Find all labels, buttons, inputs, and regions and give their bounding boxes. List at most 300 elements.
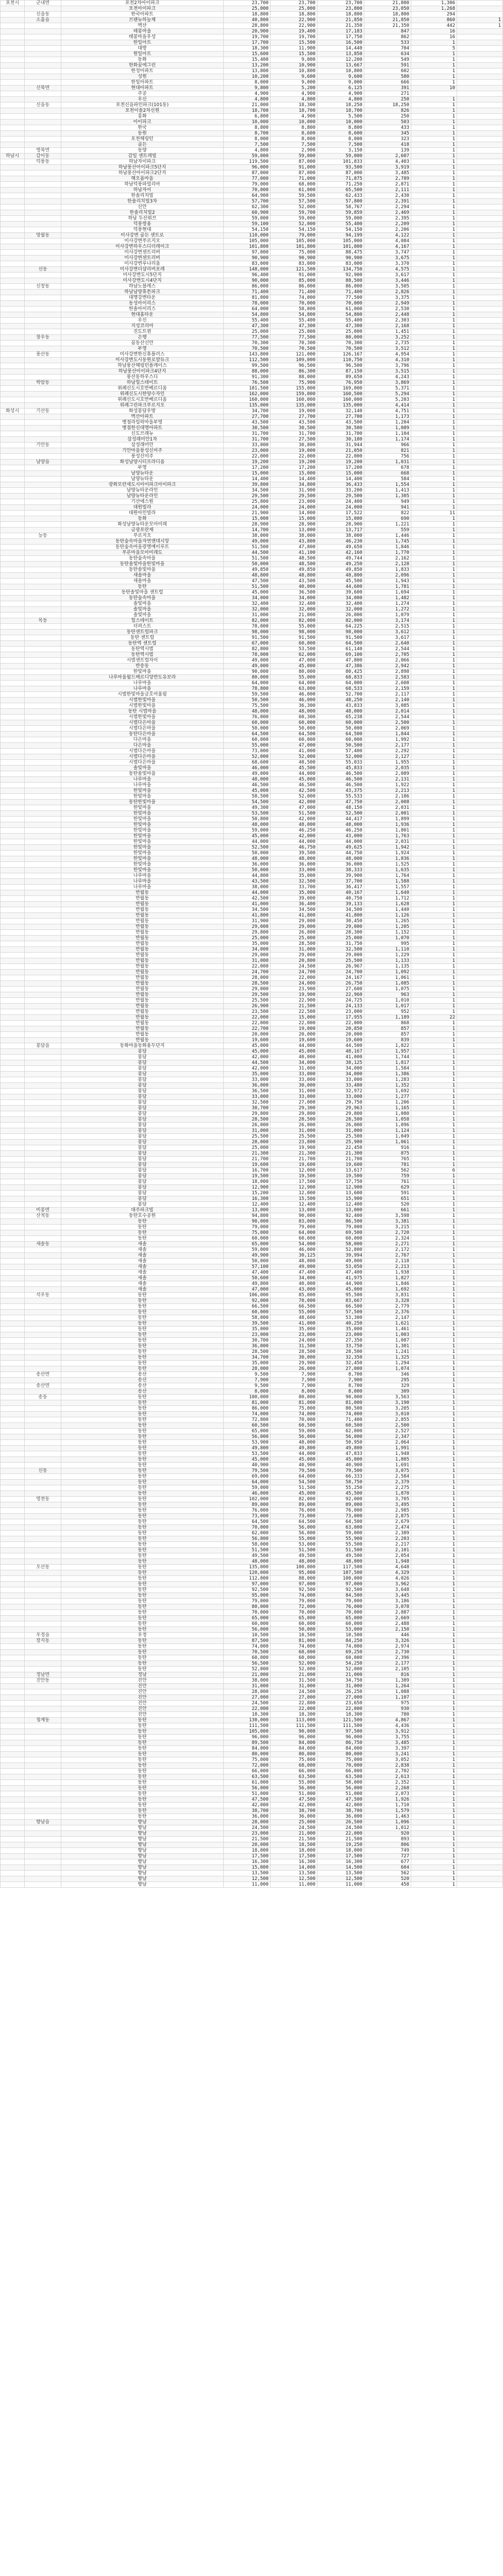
city-cell [1, 1140, 25, 1145]
max-price-cell: 12,400 [271, 1202, 317, 1208]
price-per-area-cell: 2,702 [364, 1769, 411, 1774]
apartment-name-cell: 동탄 [61, 1219, 224, 1225]
apartment-name-cell: 한빛마을 [61, 845, 224, 851]
price-per-area-cell: 1,107 [364, 1695, 411, 1701]
price-per-area-cell: 1,110 [364, 947, 411, 953]
min-price-cell: 49,800 [224, 1446, 271, 1451]
trade-count-cell: 1 [411, 579, 457, 584]
note-cell [457, 1621, 503, 1627]
district-cell [25, 1168, 61, 1174]
price-per-area-cell: 1,764 [364, 873, 411, 879]
trade-count-cell: 1 [411, 958, 457, 964]
price-per-area-cell: 690 [364, 516, 411, 522]
trade-count-cell: 1 [411, 1553, 457, 1559]
avg-price-cell: 5,500 [317, 114, 364, 120]
trade-count-cell: 1 [411, 1735, 457, 1740]
price-per-area-cell: 2,376 [364, 1310, 411, 1315]
apartment-name-cell: 동탄 [61, 1757, 224, 1763]
trade-count-cell: 1 [411, 154, 457, 159]
trade-count-cell: 1 [411, 1304, 457, 1310]
district-cell [25, 1531, 61, 1536]
table-row [1, 675, 503, 681]
apartment-name-cell: 우신 [61, 318, 224, 324]
district-cell [25, 1667, 61, 1672]
apartment-name-cell: 미사강변도시4단지 [61, 278, 224, 284]
max-price-cell: 4,900 [271, 114, 317, 120]
max-price-cell: 8,800 [271, 125, 317, 131]
avg-price-cell: 97,000 [317, 1582, 364, 1587]
table-row [1, 1315, 503, 1321]
trade-count-cell: 5 [411, 46, 457, 52]
apartment-name-cell: 포천이솔2차신원 [61, 108, 224, 114]
note-cell [457, 1763, 503, 1769]
avg-price-cell: 60,000 [317, 737, 364, 743]
district-cell [25, 749, 61, 754]
table-row [1, 1644, 503, 1650]
avg-price-cell: 49,625 [317, 845, 364, 851]
note-cell [457, 992, 503, 998]
district-cell [25, 193, 61, 199]
city-cell [1, 324, 25, 329]
apartment-name-cell: 봉담 [61, 1128, 224, 1134]
avg-price-cell: 6,125 [317, 86, 364, 91]
table-row [1, 715, 503, 720]
price-per-area-cell: 1,957 [364, 1049, 411, 1055]
min-price-cell: 24,500 [224, 1825, 271, 1831]
avg-price-cell: 64,500 [317, 641, 364, 647]
table-row [1, 358, 503, 363]
trade-count-cell: 1 [411, 375, 457, 380]
apartment-name-cell: 화성남양시티프라디움 [61, 460, 224, 465]
apartment-name-cell: 태봉마을 [61, 29, 224, 35]
district-cell [25, 69, 61, 74]
min-price-cell: 63,500 [224, 1774, 271, 1780]
max-price-cell: 74,000 [271, 1412, 317, 1417]
trade-count-cell: 1 [411, 941, 457, 947]
district-cell [25, 766, 61, 771]
apartment-name-cell: 벽산 [61, 23, 224, 29]
apartment-name-cell: 한빛마을 [61, 817, 224, 822]
trade-count-cell: 1 [411, 1145, 457, 1151]
table-row [1, 754, 503, 760]
note-cell [457, 1746, 503, 1752]
table-row [1, 1009, 503, 1015]
avg-price-cell: 45,000 [317, 1457, 364, 1463]
district-cell [25, 913, 61, 919]
avg-price-cell: 48,000 [317, 822, 364, 828]
city-cell [1, 460, 25, 465]
min-price-cell: 55,000 [224, 743, 271, 749]
price-per-area-cell: 1,922 [364, 783, 411, 788]
price-per-area-cell: 3,078 [364, 1604, 411, 1610]
table-row [1, 652, 503, 658]
trade-count-cell: 1 [411, 834, 457, 839]
avg-price-cell: 92,400 [317, 1213, 364, 1219]
min-price-cell: 11,000 [224, 1882, 271, 1888]
min-price-cell: 53,500 [224, 811, 271, 817]
avg-price-cell: 64,225 [317, 624, 364, 630]
max-price-cell: 14,000 [271, 511, 317, 516]
city-cell [1, 1434, 25, 1440]
district-cell [25, 970, 61, 975]
avg-price-cell: 34,000 [317, 596, 364, 601]
table-row [1, 465, 503, 471]
apartment-name-cell: 동탄 [61, 1655, 224, 1661]
min-price-cell: 101,800 [224, 244, 271, 250]
apartment-name-cell: 동탄솔빛마을한빛마을 [61, 562, 224, 567]
avg-price-cell: 98,000 [317, 630, 364, 635]
table-row [1, 1089, 503, 1094]
apartment-name-cell: 감일 센트레빌 [61, 154, 224, 159]
max-price-cell: 29,300 [271, 1106, 317, 1111]
price-per-area-cell: 562 [364, 1168, 411, 1174]
max-price-cell: 61,000 [271, 188, 317, 193]
city-cell [1, 488, 25, 494]
note-cell [457, 1808, 503, 1814]
city-cell [1, 681, 25, 686]
trade-count-cell: 1 [411, 1349, 457, 1355]
min-price-cell: 22,000 [224, 1015, 271, 1021]
note-cell [457, 879, 503, 885]
table-row [1, 562, 503, 567]
trade-count-cell: 1 [411, 732, 457, 737]
table-row [1, 482, 503, 488]
district-cell [25, 114, 61, 120]
apartment-name-cell: 동탄 [61, 1536, 224, 1542]
min-price-cell: 96,400 [224, 273, 271, 278]
max-price-cell: 9,000 [271, 57, 317, 63]
trade-count-cell: 1 [411, 63, 457, 69]
apartment-name-cell: 향남 [61, 1871, 224, 1876]
table-row [1, 171, 503, 176]
table-row [1, 924, 503, 930]
district-cell [25, 726, 61, 732]
city-cell [1, 1723, 25, 1729]
apartment-name-cell: 진안 [61, 1712, 224, 1718]
max-price-cell: 29,900 [271, 1361, 317, 1366]
avg-price-cell: 121,500 [317, 1718, 364, 1723]
trade-count-cell: 1 [411, 1831, 457, 1837]
district-cell [25, 1576, 61, 1582]
min-price-cell: 28,900 [224, 522, 271, 528]
min-price-cell: 49,850 [224, 567, 271, 573]
max-price-cell: 47,400 [271, 1270, 317, 1276]
avg-price-cell: 93,500 [317, 165, 364, 171]
max-price-cell: 19,000 [271, 409, 317, 414]
note-cell [457, 1038, 503, 1043]
trade-count-cell: 1 [411, 1536, 457, 1542]
price-per-area-cell: 4,575 [364, 267, 411, 273]
trade-count-cell: 1 [411, 1298, 457, 1304]
table-row [1, 414, 503, 420]
max-price-cell: 24,500 [271, 964, 317, 970]
district-cell [25, 505, 61, 511]
apartment-name-cell: 동탄역시범 [61, 647, 224, 652]
apartment-name-cell: 한솔아이리스 [61, 307, 224, 312]
max-price-cell: 47,500 [271, 1797, 317, 1803]
note-cell [457, 108, 503, 114]
avg-price-cell: 86,500 [317, 1219, 364, 1225]
trade-count-cell: 1 [411, 1332, 457, 1338]
city-cell [1, 346, 25, 352]
avg-price-cell: 60,000 [317, 1621, 364, 1627]
apartment-name-cell: 우신 [61, 97, 224, 103]
trade-count-cell: 1 [411, 1502, 457, 1508]
apartment-name-cell: 봉담 [61, 1151, 224, 1157]
trade-count-cell: 1 [411, 783, 457, 788]
max-price-cell: 72,000 [271, 1604, 317, 1610]
apartment-name-cell: 시범센트럴자이 [61, 658, 224, 664]
note-cell [457, 205, 503, 210]
min-price-cell: 23,000 [224, 1332, 271, 1338]
city-cell [1, 1638, 25, 1644]
district-cell [25, 52, 61, 57]
note-cell [457, 800, 503, 805]
min-price-cell: 34,000 [224, 947, 271, 953]
note-cell [457, 80, 503, 86]
trade-count-cell: 1 [411, 1151, 457, 1157]
city-cell [1, 1236, 25, 1242]
district-cell: 진안동 [25, 1678, 61, 1684]
city-cell [1, 261, 25, 267]
avg-price-cell: 23,800 [317, 6, 364, 12]
district-cell [25, 590, 61, 596]
trade-count-cell: 1 [411, 137, 457, 142]
apartment-name-cell: 봉담 [61, 1123, 224, 1128]
table-row [1, 1310, 503, 1315]
note-cell [457, 40, 503, 46]
district-cell [25, 454, 61, 460]
table-row [1, 511, 503, 516]
max-price-cell: 70,000 [271, 301, 317, 307]
city-cell [1, 851, 25, 856]
apartment-name-cell: 반월동 [61, 1026, 224, 1032]
apartment-name-cell: 한빛마을 [61, 856, 224, 862]
price-per-area-cell: 1,938 [364, 1270, 411, 1276]
min-price-cell: 91,500 [224, 635, 271, 641]
trade-count-cell: 1 [411, 250, 457, 256]
max-price-cell: 19,000 [271, 448, 317, 454]
city-cell [1, 1327, 25, 1332]
trade-count-cell: 1 [411, 1497, 457, 1502]
min-price-cell: 98,000 [224, 630, 271, 635]
table-row [1, 1196, 503, 1202]
district-cell [25, 800, 61, 805]
trade-count-cell: 1 [411, 1423, 457, 1429]
district-cell [25, 811, 61, 817]
city-cell [1, 471, 25, 477]
apartment-name-cell: 동탄 [61, 1803, 224, 1808]
table-row [1, 1712, 503, 1718]
min-price-cell: 32,000 [224, 607, 271, 613]
trade-count-cell: 1 [411, 318, 457, 324]
max-price-cell: 53,000 [271, 1542, 317, 1548]
table-row [1, 1400, 503, 1406]
note-cell [457, 613, 503, 618]
table-row [1, 1270, 503, 1276]
apartment-name-cell: 동탄숲속마을 [61, 556, 224, 562]
price-per-area-cell: 2,127 [364, 754, 411, 760]
table-row [1, 216, 503, 222]
note-cell [457, 1128, 503, 1134]
min-price-cell: 45,000 [224, 1049, 271, 1055]
price-per-area-cell: 2,838 [364, 1763, 411, 1769]
min-price-cell: 33,000 [224, 1077, 271, 1083]
table-row [1, 97, 503, 103]
table-row [1, 1701, 503, 1706]
avg-price-cell: 65,500 [317, 188, 364, 193]
max-price-cell: 24,000 [271, 981, 317, 987]
trade-count-cell: 1 [411, 477, 457, 482]
table-row [1, 1072, 503, 1077]
min-price-cell: 50,000 [224, 726, 271, 732]
city-cell [1, 890, 25, 896]
note-cell [457, 1066, 503, 1072]
city-cell [1, 811, 25, 817]
city-cell [1, 981, 25, 987]
trade-count-cell: 1 [411, 210, 457, 216]
max-price-cell: 46,250 [271, 828, 317, 834]
price-per-area-cell: 295 [364, 1378, 411, 1383]
note-cell [457, 1247, 503, 1253]
note-cell [457, 1871, 503, 1876]
note-cell [457, 1519, 503, 1525]
note-cell [457, 414, 503, 420]
apartment-name-cell: 금광포란재 [61, 528, 224, 533]
apartment-name-cell: 반월동 [61, 981, 224, 987]
apartment-name-cell: 한빛마을 [61, 862, 224, 868]
note-cell [457, 715, 503, 720]
apartment-name-cell: 봉담 [61, 1179, 224, 1185]
apartment-name-cell: 새솔 [61, 1287, 224, 1293]
district-cell [25, 1100, 61, 1106]
note-cell [457, 652, 503, 658]
avg-price-cell: 22,000 [317, 1831, 364, 1837]
apartment-name-cell: 반월동 [61, 890, 224, 896]
trade-count-cell: 1 [411, 499, 457, 505]
city-cell [1, 596, 25, 601]
avg-price-cell: 81,000 [317, 1400, 364, 1406]
max-price-cell: 75,000 [271, 250, 317, 256]
apartment-name-cell: 덕풍쌍용 [61, 222, 224, 227]
trade-count-cell: 1 [411, 52, 457, 57]
price-per-area-cell: 3,705 [364, 1497, 411, 1502]
avg-price-cell: 55,250 [317, 1485, 364, 1491]
apartment-name-cell: 향남 [61, 1825, 224, 1831]
table-row [1, 828, 503, 834]
min-price-cell: 92,500 [224, 1587, 271, 1593]
trade-count-cell: 1 [411, 431, 457, 437]
max-price-cell: 19,600 [271, 1038, 317, 1043]
district-cell [25, 845, 61, 851]
note-cell [457, 1219, 503, 1225]
table-row [1, 550, 503, 556]
district-cell [25, 862, 61, 868]
district-cell [25, 188, 61, 193]
max-price-cell: 28,900 [271, 522, 317, 528]
price-per-area-cell: 346 [364, 1372, 411, 1378]
city-cell [1, 1157, 25, 1162]
table-row [1, 749, 503, 754]
max-price-cell: 25,000 [271, 329, 317, 335]
note-cell [457, 1077, 503, 1083]
trade-count-cell: 1 [411, 749, 457, 754]
note-cell [457, 890, 503, 896]
price-per-area-cell: 2,172 [364, 1247, 411, 1253]
price-per-area-cell: 329 [364, 1383, 411, 1389]
note-cell [457, 1117, 503, 1123]
apartment-name-cell: 주공 [61, 91, 224, 97]
note-cell [457, 420, 503, 426]
price-per-area-cell: 3,190 [364, 1400, 411, 1406]
trade-count-cell: 6 [411, 1168, 457, 1174]
note-cell [457, 726, 503, 732]
min-price-cell: 90,000 [224, 669, 271, 675]
max-price-cell: 13,000 [271, 1208, 317, 1213]
avg-price-cell: 63,000 [317, 1525, 364, 1531]
price-per-area-cell: 3,617 [364, 273, 411, 278]
max-price-cell: 19,600 [271, 1162, 317, 1168]
trade-count-cell: 1 [411, 188, 457, 193]
avg-price-cell: 80,425 [317, 669, 364, 675]
price-per-area-cell: 1,152 [364, 930, 411, 936]
table-row [1, 1049, 503, 1055]
trade-count-cell: 1 [411, 1089, 457, 1094]
district-cell [25, 856, 61, 862]
note-cell [457, 375, 503, 380]
min-price-cell: 13,000 [224, 1208, 271, 1213]
avg-price-cell: 88,500 [317, 278, 364, 284]
note-cell [457, 1497, 503, 1502]
min-price-cell: 33,000 [224, 443, 271, 448]
min-price-cell: 82,000 [224, 618, 271, 624]
apartment-name-cell: 진도트윈 [61, 329, 224, 335]
note-cell [457, 811, 503, 817]
apartment-name-cell: 한솔리치빌2 [61, 210, 224, 216]
avg-price-cell: 25,900 [317, 1140, 364, 1145]
apartment-name-cell: 한화꿈에그린 [61, 63, 224, 69]
district-cell [25, 1786, 61, 1791]
price-per-area-cell: 1,124 [364, 1128, 411, 1134]
district-cell [25, 301, 61, 307]
avg-price-cell: 27,600 [317, 987, 364, 992]
district-cell [25, 567, 61, 573]
avg-price-cell: 160,500 [317, 392, 364, 397]
apartment-name-cell: 성원 [61, 74, 224, 80]
district-cell [25, 777, 61, 783]
avg-price-cell: 39,600 [317, 590, 364, 596]
city-cell [1, 1015, 25, 1021]
price-per-area-cell: 4,122 [364, 233, 411, 239]
min-price-cell: 49,000 [224, 658, 271, 664]
city-cell [1, 760, 25, 766]
max-price-cell: 19,500 [271, 1174, 317, 1179]
max-price-cell: 90,000 [271, 1729, 317, 1735]
price-per-area-cell: 1,463 [364, 1814, 411, 1820]
note-cell [457, 426, 503, 431]
apartment-name-cell: 동탄 [61, 1463, 224, 1468]
price-per-area-cell: 520 [364, 1876, 411, 1882]
avg-price-cell: 62,433 [317, 193, 364, 199]
city-cell [1, 1797, 25, 1803]
table-row [1, 624, 503, 630]
price-per-area-cell: 2,942 [364, 664, 411, 669]
district-cell [25, 182, 61, 188]
table-row [1, 1253, 503, 1259]
table-row [1, 1230, 503, 1236]
avg-price-cell: 83,000 [317, 261, 364, 267]
price-per-area-cell: 952 [364, 1009, 411, 1015]
